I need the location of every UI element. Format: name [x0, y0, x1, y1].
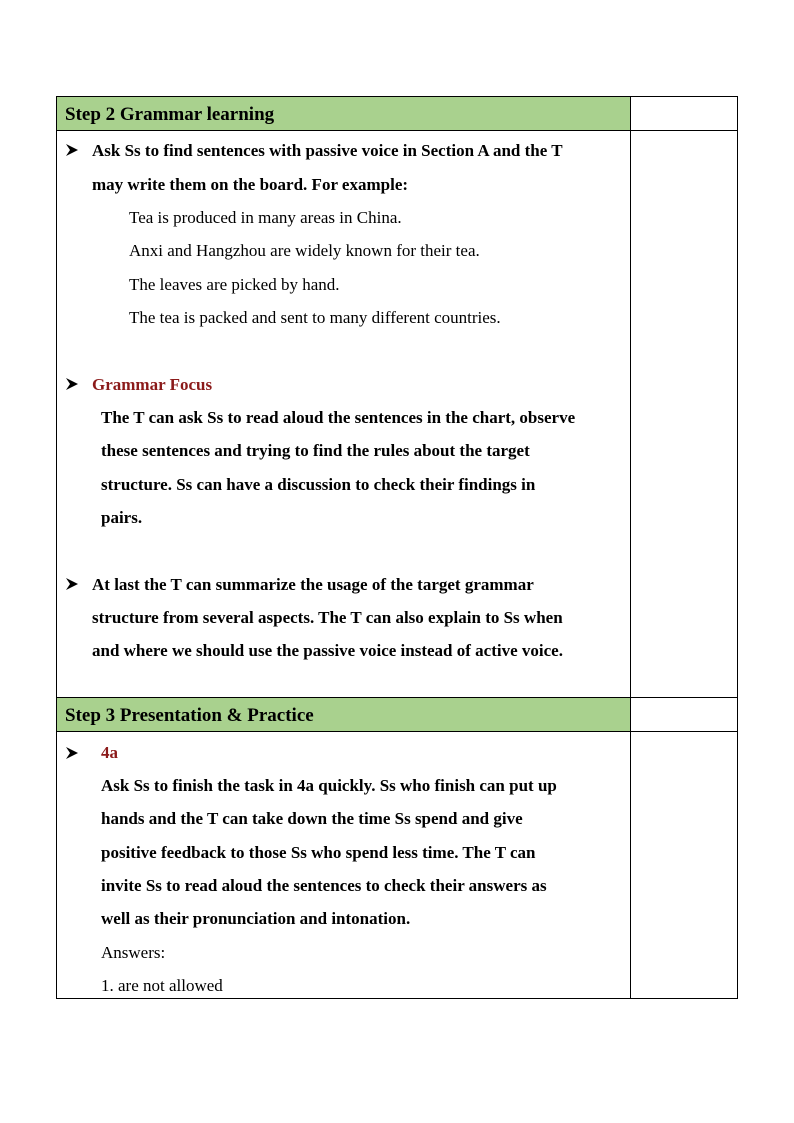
- column-divider: [630, 97, 631, 998]
- task-4a-line: invite Ss to read aloud the sentences to check their answers as: [101, 876, 547, 895]
- answers-label: Answers:: [101, 943, 166, 962]
- arrow-bullet-icon: [65, 746, 79, 760]
- grammar-focus-line: these sentences and trying to find the rules about the target: [101, 441, 530, 460]
- step2-item1-line2: may write them on the board. For example:: [92, 175, 409, 194]
- answer-item: 1. are not allowed: [101, 976, 223, 995]
- arrow-bullet-icon: [65, 143, 79, 157]
- grammar-focus-line: pairs.: [101, 508, 143, 527]
- grammar-focus-line: The T can ask Ss to read aloud the sentences in the chart, observe: [101, 408, 576, 427]
- task-4a-line: positive feedback to those Ss who spend less time. The T can: [101, 843, 536, 862]
- step2-item1-line1: Ask Ss to find sentences with passive voice in Section A and the T: [92, 141, 563, 160]
- task-4a-line: Ask Ss to finish the task in 4a quickly. Ss who finish can put up: [101, 776, 557, 795]
- example-sentence: Tea is produced in many areas in China.: [129, 208, 402, 227]
- task-4a-heading: 4a: [101, 743, 118, 762]
- row-divider: [57, 731, 737, 732]
- summary-line: At last the T can summarize the usage of the target grammar: [92, 575, 534, 594]
- row-divider: [57, 130, 737, 131]
- task-4a-line: hands and the T can take down the time Ss spend and give: [101, 809, 523, 828]
- grammar-focus-heading: Grammar Focus: [92, 375, 213, 394]
- summary-line: structure from several aspects. The T can also explain to Ss when: [92, 608, 563, 627]
- summary-line: and where we should use the passive voice instead of active voice.: [92, 641, 563, 660]
- arrow-bullet-icon: [65, 377, 79, 391]
- grammar-focus-line: structure. Ss can have a discussion to check their findings in: [101, 475, 536, 494]
- task-4a-line: well as their pronunciation and intonation.: [101, 909, 411, 928]
- lesson-table: [56, 96, 738, 999]
- arrow-bullet-icon: [65, 577, 79, 591]
- example-sentence: The leaves are picked by hand.: [129, 275, 340, 294]
- example-sentence: The tea is packed and sent to many different countries.: [129, 308, 501, 327]
- step2-header: Step 2 Grammar learning: [57, 97, 630, 130]
- example-sentence: Anxi and Hangzhou are widely known for their tea.: [129, 241, 480, 260]
- step3-header: Step 3 Presentation & Practice: [57, 698, 630, 731]
